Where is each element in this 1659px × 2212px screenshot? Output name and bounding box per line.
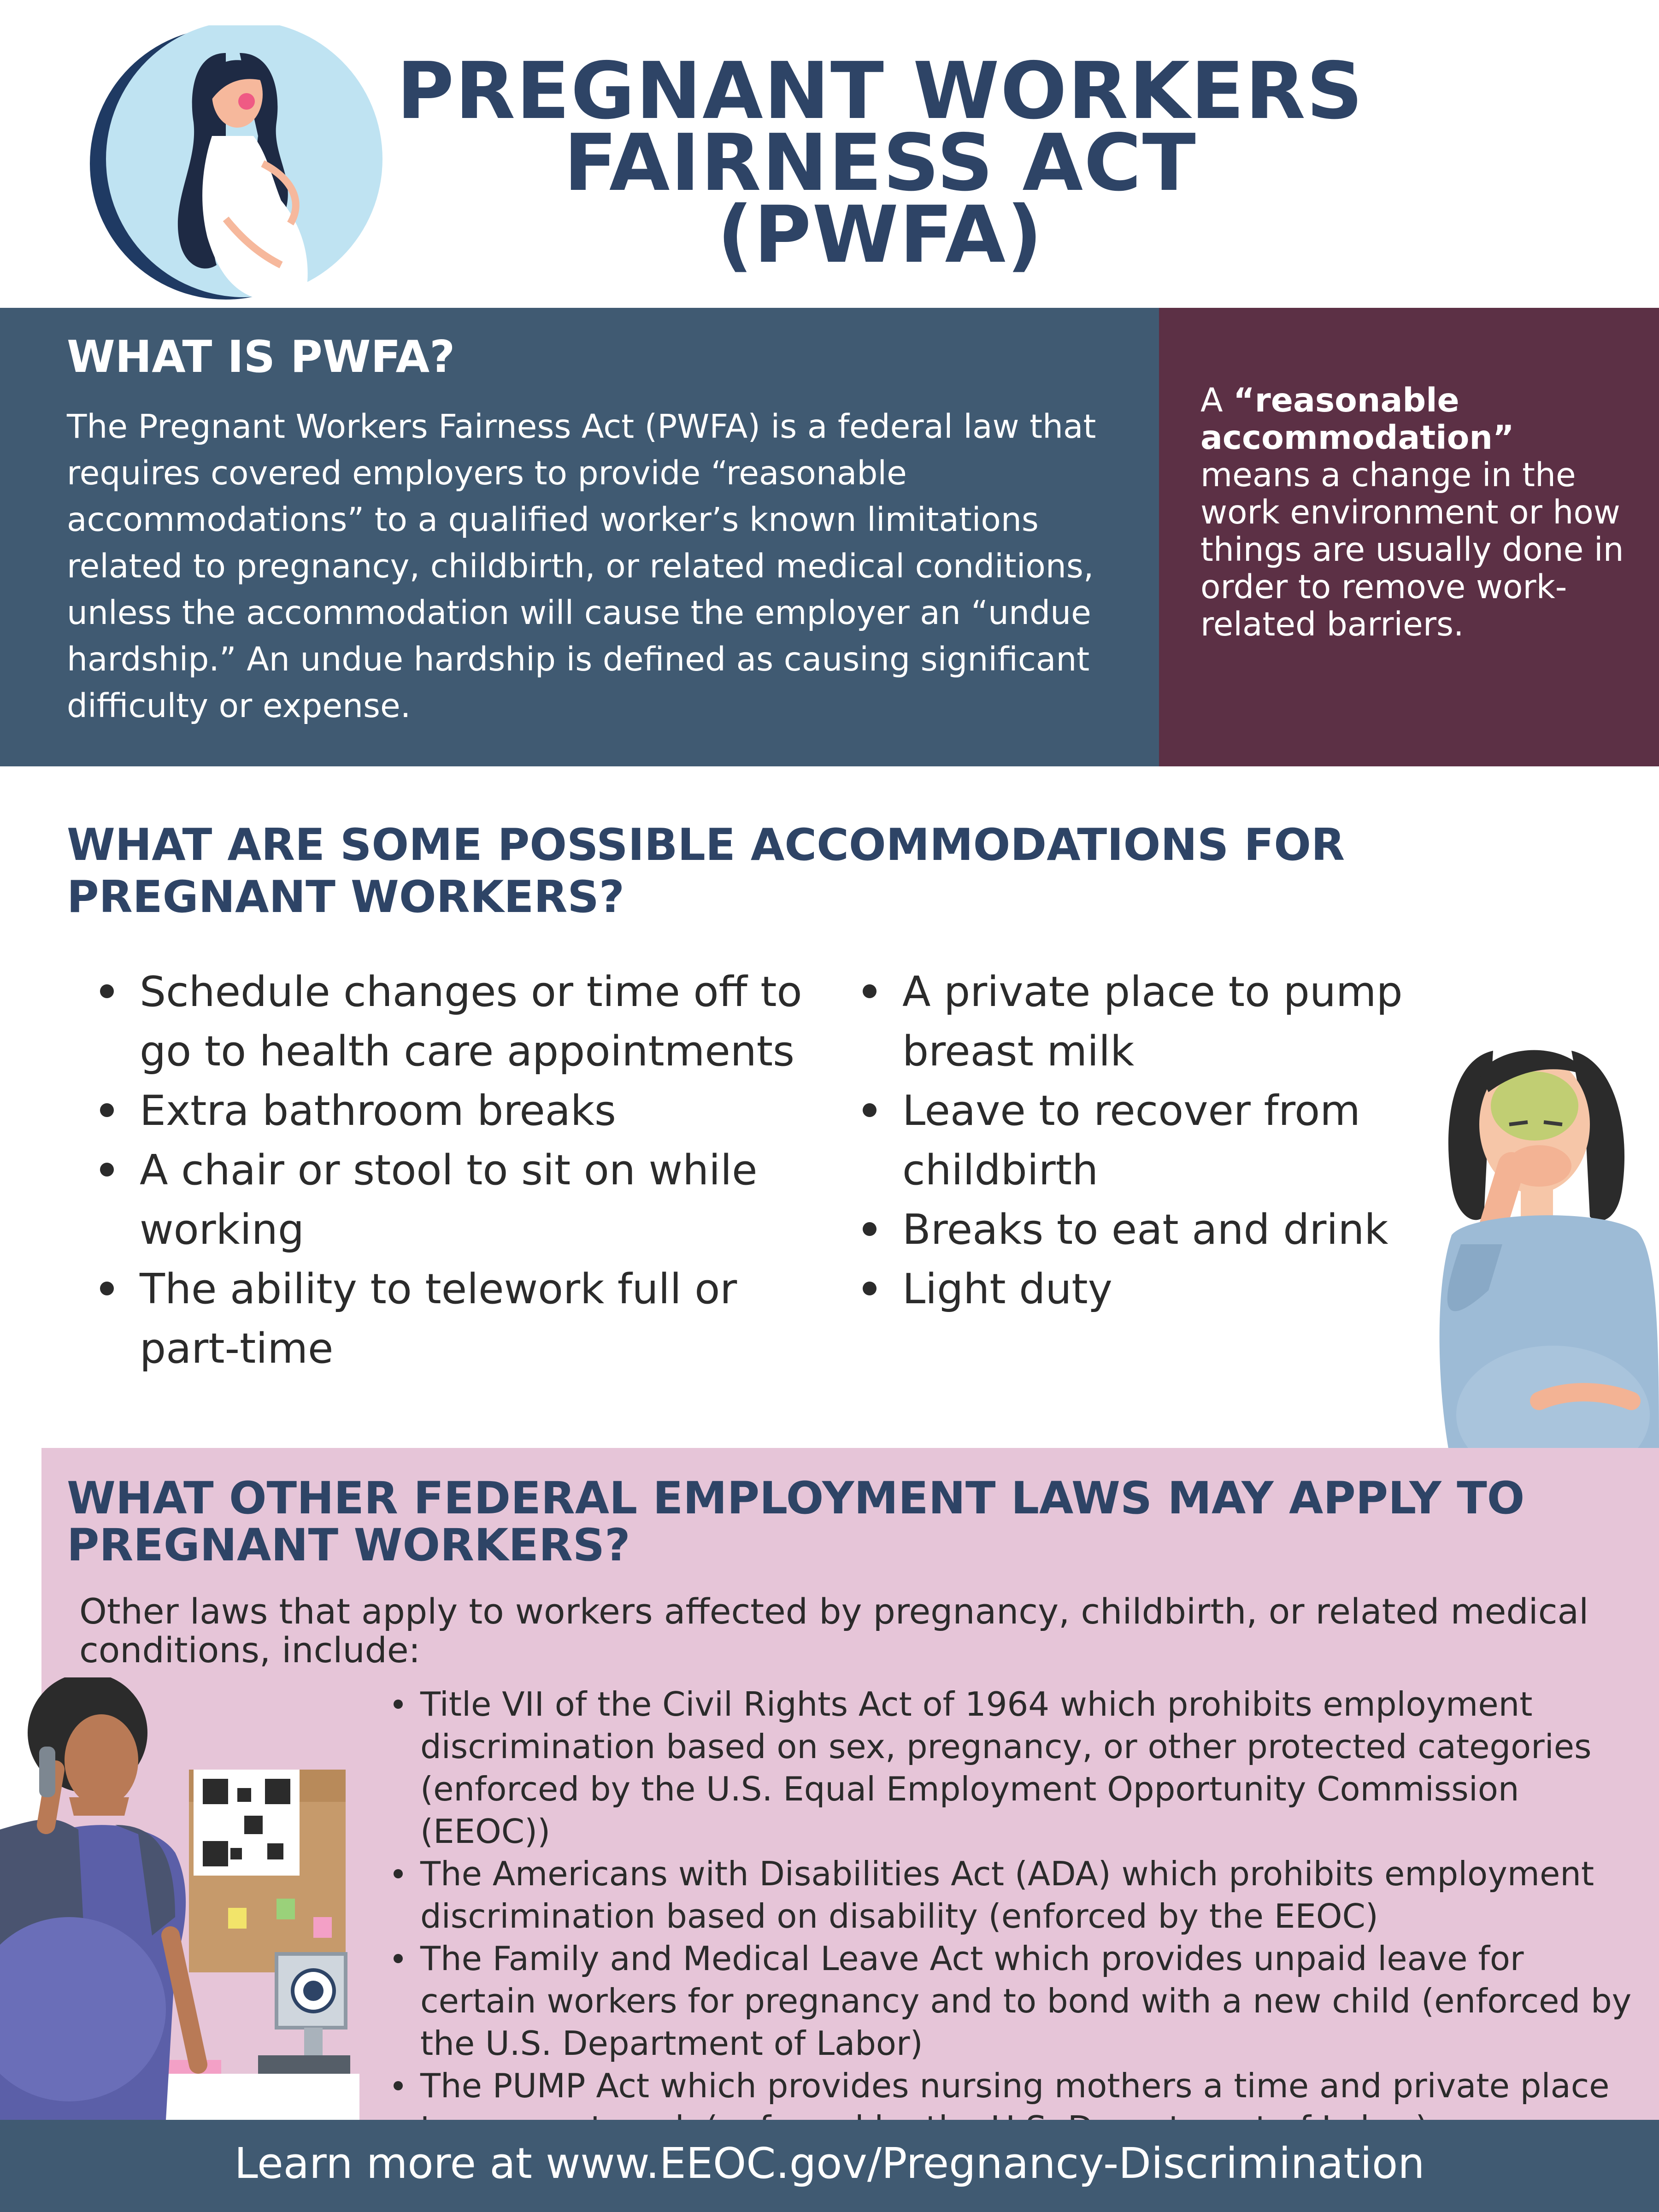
list-item — [830, 1200, 1452, 1259]
list-item — [67, 962, 832, 1081]
list-item — [830, 1081, 1452, 1200]
list-item-text: The Family and Medical Leave Act which provides unpaid leave for certain workers for pregnancy and to bond with a new child (enforced by the U.S. Department of Labor) — [420, 1939, 1632, 2063]
other-laws-list — [387, 1683, 1641, 2149]
definition-prefix: A — [1200, 381, 1234, 419]
list-item-text: Light duty — [902, 1265, 1112, 1313]
title-line: (PWFA) — [717, 189, 1043, 281]
list-item — [387, 1683, 1641, 1853]
bullet-icon — [863, 1103, 877, 1117]
title-line: FAIRNESS ACT — [564, 118, 1197, 209]
list-item — [67, 1081, 832, 1141]
section-heading: WHAT ARE SOME POSSIBLE ACCOMMODATIONS FOR PREGNANT WORKERS? — [67, 820, 1345, 923]
bullet-icon — [100, 984, 114, 998]
qr-code-icon — [194, 1770, 300, 1876]
list-item-text: Leave to recover from childbirth — [902, 1087, 1360, 1194]
section-intro: Other laws that apply to workers affected by pregnancy, childbirth, or related medical conditions, include: — [79, 1591, 1589, 1671]
bullet-icon — [100, 1103, 114, 1117]
bullet-icon — [863, 984, 877, 998]
section-heading: WHAT IS PWFA? — [67, 332, 455, 382]
list-item-text: The ability to telework full or part-time — [140, 1265, 737, 1373]
list-item — [387, 1937, 1641, 2065]
bullet-icon — [863, 1222, 877, 1236]
bullet-icon — [100, 1163, 114, 1177]
accommodations-list-right — [830, 962, 1452, 1319]
list-item — [830, 1259, 1452, 1319]
page-title — [359, 46, 1401, 281]
list-item — [67, 1259, 832, 1378]
list-item-text: Title VII of the Civil Rights Act of 1964 which prohibits employment discrimination based on sex, pregnancy, or other protected categories (enforced by the U.S. Equal Employment Opportunity Commission (EEOC)) — [420, 1685, 1592, 1851]
list-item-text: The Americans with Disabilities Act (ADA) which prohibits employment discrimination based on disability (enforced by the EEOC) — [420, 1854, 1594, 1936]
definition-term: “reasonable accommodation” — [1200, 381, 1514, 457]
definition-rest: means a change in the work environment or how things are usually done in order to remove work-related barriers. — [1200, 456, 1624, 643]
list-item — [67, 1141, 832, 1259]
title-line: PREGNANT WORKERS — [396, 46, 1364, 137]
list-item-text: Breaks to eat and drink — [902, 1206, 1388, 1254]
section-body: The Pregnant Workers Fairness Act (PWFA) is a federal law that requires covered employers to provide “reasonable accommodations” to a qualified worker’s known limitations related to pregnancy, childbirth, or related medical conditions, unless the accommodation will cause the employer an “undue hardship.” An undue hardship is defined as causing significant difficulty or expense. — [67, 407, 1096, 725]
bullet-icon — [394, 1869, 403, 1878]
bullet-icon — [863, 1282, 877, 1295]
footer-link-text: Learn more at www.EEOC.gov/Pregnancy-Discrimination — [234, 2139, 1425, 2188]
section-heading: WHAT OTHER FEDERAL EMPLOYMENT LAWS MAY APPLY TO PREGNANT WORKERS? — [67, 1472, 1525, 1571]
list-item — [387, 1853, 1641, 1937]
bullet-icon — [100, 1282, 114, 1295]
bullet-icon — [394, 1954, 403, 1963]
definition-text — [1200, 382, 1634, 643]
list-item-text: A chair or stool to sit on while working — [140, 1146, 758, 1254]
bullet-icon — [394, 1700, 403, 1709]
list-item-text: Extra bathroom breaks — [140, 1087, 616, 1135]
accommodations-list-left — [67, 962, 832, 1378]
list-item-text: A private place to pump breast milk — [902, 968, 1403, 1076]
list-item-text: Schedule changes or time off to go to health care appointments — [140, 968, 802, 1076]
nauseous-pregnant-woman-illustration — [1433, 1032, 1659, 1465]
list-item-text: The PUMP Act which provides nursing mothers a time and private place — [420, 2066, 1610, 2105]
eeoc-seal-icon — [293, 1970, 334, 2012]
pregnant-office-worker-illustration — [0, 1677, 359, 2120]
list-item — [830, 962, 1452, 1081]
bullet-icon — [394, 2081, 403, 2090]
pregnant-woman-illustration — [88, 25, 392, 302]
